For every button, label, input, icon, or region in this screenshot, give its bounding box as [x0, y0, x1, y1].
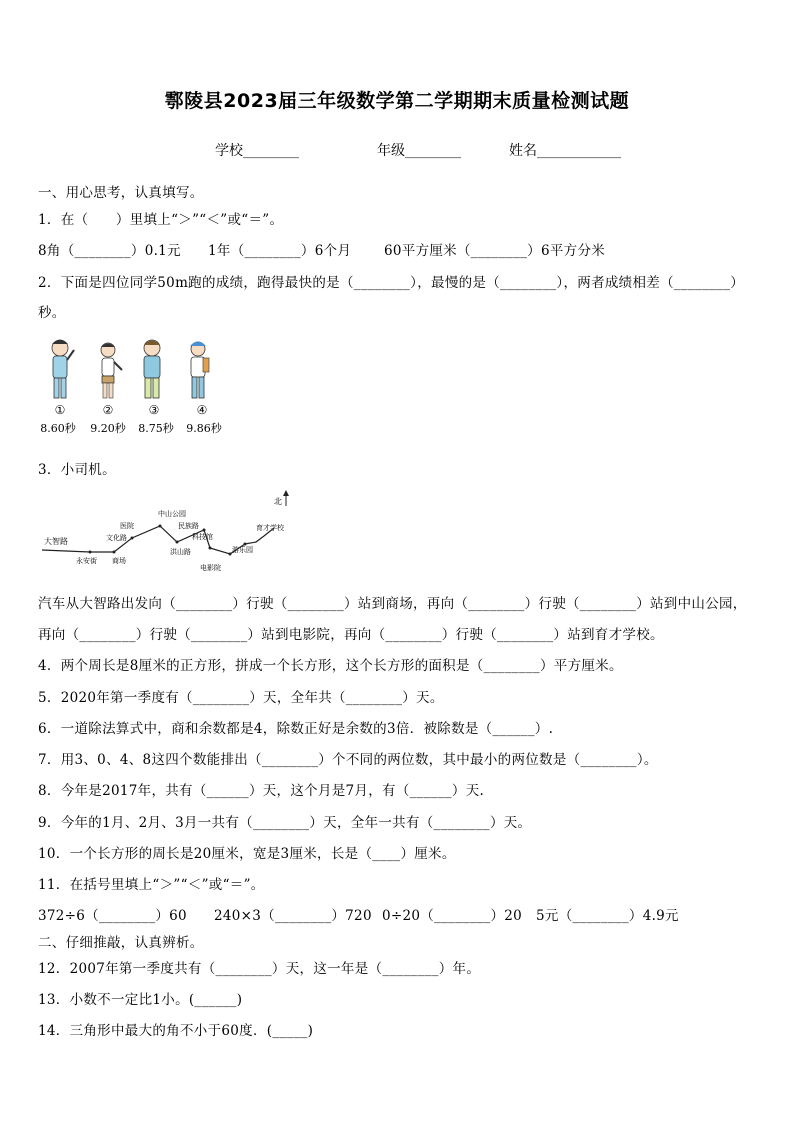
- map-label-shangchang: 商场: [112, 557, 126, 565]
- question-11-item-d: 5元（________）4.9元: [536, 908, 679, 924]
- north-arrow-head: [283, 490, 289, 496]
- route-map: [42, 488, 312, 578]
- runners-figure: [38, 336, 238, 436]
- question-10: 10．一个长方形的周长是20厘米，宽是3厘米，长是（____）厘米。: [38, 846, 456, 862]
- question-2: 2．下面是四位同学50m跑的成绩，跑得最快的是（________），最慢的是（________），两者成绩相差（________）: [38, 275, 745, 291]
- question-1: 1．在（ ）里填上“＞”“＜”或“＝”。: [38, 212, 284, 228]
- question-13: 13．小数不一定比1小。(______): [38, 992, 243, 1008]
- runner-2-number: ②: [102, 403, 114, 417]
- runner-3-number: ③: [148, 403, 160, 417]
- page-title: 鄠陵县2023届三年级数学第二学期期末质量检测试题: [164, 90, 630, 112]
- runner-3-time: 8.75秒: [138, 422, 174, 435]
- question-11-item-a: 372÷6（________）60: [38, 908, 187, 924]
- question-1-item-a: 8角（________）0.1元: [38, 243, 181, 259]
- map-label-yongan: 永安街: [76, 557, 97, 565]
- question-7: 7．用3、0、4、8这四个数能排出（________）个不同的两位数，其中最小的两位数是（________）。: [38, 752, 658, 768]
- map-label-hongshan: 洪山路: [170, 548, 191, 556]
- map-label-wenhua: 文化路: [106, 534, 127, 542]
- school-field: 学校________: [215, 143, 299, 159]
- map-label-minzu: 民族路: [178, 522, 199, 530]
- map-label-keji: 科技馆: [192, 533, 213, 541]
- question-9: 9．今年的1月、2月、3月一共有（________）天，全年一共有（________）天。: [38, 815, 532, 831]
- runner-3-illustration: [144, 340, 160, 398]
- question-11-item-c: 0÷20（________）20: [382, 908, 523, 924]
- runner-4-number: ④: [196, 403, 208, 417]
- map-label-youle: 游乐园: [232, 546, 253, 554]
- runner-4-time: 9.86秒: [186, 422, 222, 435]
- question-1-item-c: 60平方厘米（________）6平方分米: [384, 243, 606, 259]
- north-label: 北: [274, 497, 282, 506]
- question-6: 6．一道除法算式中，商和余数都是4，除数正好是余数的3倍．被除数是（______）.: [38, 721, 554, 737]
- question-8: 8．今年是2017年，共有（______）天，这个月是7月，有（______）天.: [38, 783, 485, 799]
- question-3-text-2: 再向（________）行驶（________）站到电影院，再向（________）行驶（________）站到育才学校。: [38, 627, 664, 643]
- runner-2-illustration: [101, 343, 122, 398]
- grade-field: 年级________: [377, 143, 461, 159]
- runner-2-time: 9.20秒: [90, 422, 126, 435]
- map-label-dazhi: 大智路: [44, 537, 68, 546]
- question-3: 3．小司机。: [38, 462, 116, 478]
- runner-4-illustration: [190, 342, 209, 399]
- question-4: 4．两个周长是8厘米的正方形，拼成一个长方形，这个长方形的面积是（________）平方厘米。: [38, 658, 623, 674]
- question-5: 5．2020年第一季度有（________）天，全年共（________）天。: [38, 690, 444, 706]
- runner-1-number: ①: [54, 403, 66, 417]
- runner-1-illustration: [52, 340, 74, 398]
- name-field: 姓名____________: [509, 143, 621, 159]
- question-1-item-b: 1年（________）6个月: [208, 243, 352, 259]
- map-label-zhongshan: 中山公园: [158, 510, 186, 518]
- question-2-continued: 秒。: [38, 305, 66, 321]
- question-3-text-1: 汽车从大智路出发向（________）行驶（________）站到商场，再向（________）行驶（________）站到中山公园，: [38, 596, 747, 612]
- map-label-yucai: 育才学校: [256, 524, 284, 532]
- section-1-heading: 一、用心思考，认真填写。: [38, 185, 204, 201]
- section-2-heading: 二、仔细推敲，认真辨析。: [38, 935, 204, 951]
- map-label-dianying: 电影院: [200, 564, 221, 572]
- runner-1-time: 8.60秒: [40, 422, 76, 435]
- question-12: 12．2007年第一季度共有（________）天，这一年是（________）年。: [38, 961, 481, 977]
- question-11: 11．在括号里填上“＞”“＜”或“＝”。: [38, 877, 265, 893]
- map-label-yiyuan: 医院: [120, 522, 134, 530]
- question-14: 14．三角形中最大的角不小于60度．(_____): [38, 1023, 314, 1039]
- question-11-item-b: 240×3（________）720: [214, 908, 372, 924]
